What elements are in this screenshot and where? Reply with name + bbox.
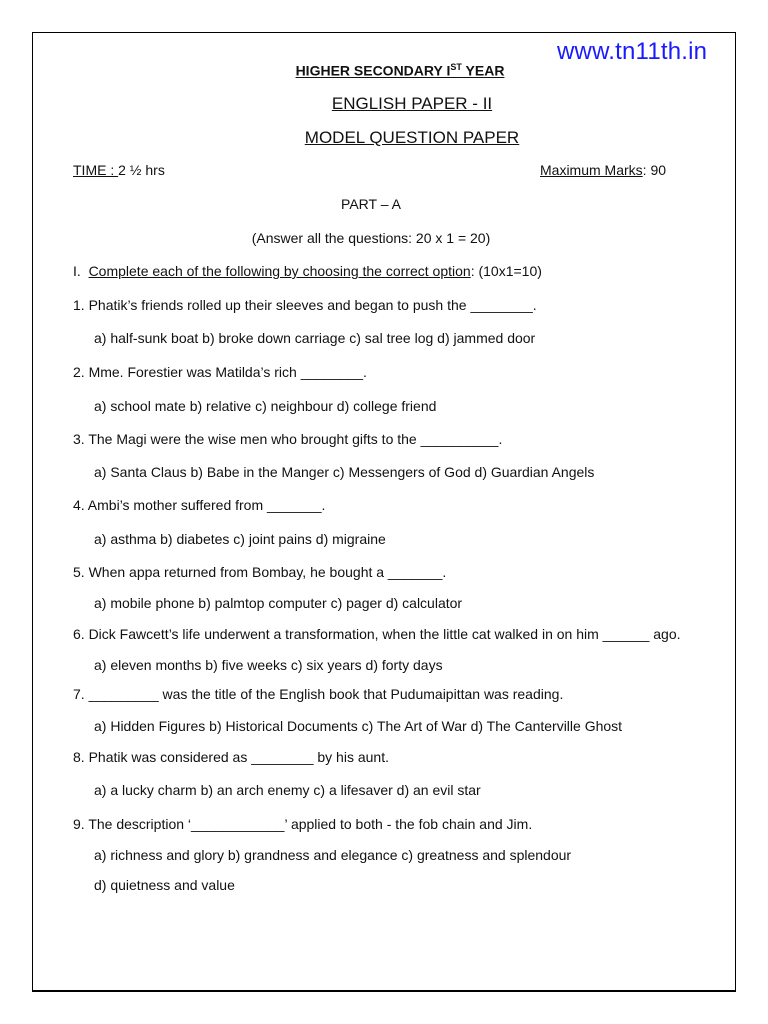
- question-options: a) richness and glory b) grandness and elegance c) greatness and splendour: [94, 847, 572, 863]
- exam-title-tail: YEAR: [461, 62, 505, 79]
- question-options: a) Santa Claus b) Babe in the Manger c) Messengers of God d) Guardian Angels: [94, 464, 595, 480]
- exam-title-sup: ST: [450, 62, 462, 72]
- question: 1. Phatik’s friends rolled up their sleeves and began to push the ________.: [73, 297, 537, 313]
- question: 4. Ambi’s mother suffered from _______.: [73, 497, 326, 513]
- section-number: I.: [73, 263, 81, 279]
- question: 9. The description ‘____________’ applied to both - the fob chain and Jim.: [73, 816, 533, 832]
- instruction: (Answer all the questions: 20 x 1 = 20): [251, 230, 491, 246]
- time-value: 2 ½ hrs: [118, 162, 165, 178]
- question-options: d) quietness and value: [94, 877, 235, 893]
- time-info: [73, 162, 165, 178]
- question-options: a) school mate b) relative c) neighbour d) college friend: [94, 398, 437, 414]
- time-label: TIME :: [73, 162, 119, 178]
- question: 6. Dick Fawcett’s life underwent a transformation, when the little cat walked in on him ______ ago.: [73, 626, 681, 642]
- paper-type: MODEL QUESTION PAPER: [304, 128, 520, 147]
- question-options: a) Hidden Figures b) Historical Documents c) The Art of War d) The Canterville Ghost: [94, 718, 623, 734]
- question-options: a) eleven months b) five weeks c) six years d) forty days: [94, 657, 443, 673]
- marks-label: Maximum Marks: [540, 162, 643, 178]
- question-options: a) asthma b) diabetes c) joint pains d) migraine: [94, 531, 386, 547]
- section-heading: [73, 263, 542, 279]
- question-options: a) half-sunk boat b) broke down carriage c) sal tree log d) jammed door: [94, 330, 536, 346]
- question: 8. Phatik was considered as ________ by his aunt.: [73, 749, 389, 765]
- question: 3. The Magi were the wise men who brought gifts to the __________.: [73, 431, 503, 447]
- question: 5. When appa returned from Bombay, he bought a _______.: [73, 564, 447, 580]
- marks-info: [540, 162, 666, 178]
- paper-name: ENGLISH PAPER - II: [331, 94, 493, 113]
- marks-value: : 90: [642, 162, 667, 178]
- question: 7. _________ was the title of the English book that Pudumaipittan was reading.: [73, 686, 564, 702]
- watermark-url: www.tn11th.in: [557, 38, 708, 65]
- section-title: Complete each of the following by choosing the correct option: [88, 263, 471, 279]
- section-suffix: : (10x1=10): [470, 263, 542, 279]
- question-options: a) mobile phone b) palmtop computer c) pager d) calculator: [94, 595, 463, 611]
- exam-title: [0, 62, 768, 79]
- question: 2. Mme. Forestier was Matilda’s rich ________.: [73, 364, 367, 380]
- question-options: a) a lucky charm b) an arch enemy c) a lifesaver d) an evil star: [94, 782, 481, 798]
- part-heading: PART – A: [341, 196, 401, 212]
- exam-title-text: HIGHER SECONDARY I: [295, 62, 451, 79]
